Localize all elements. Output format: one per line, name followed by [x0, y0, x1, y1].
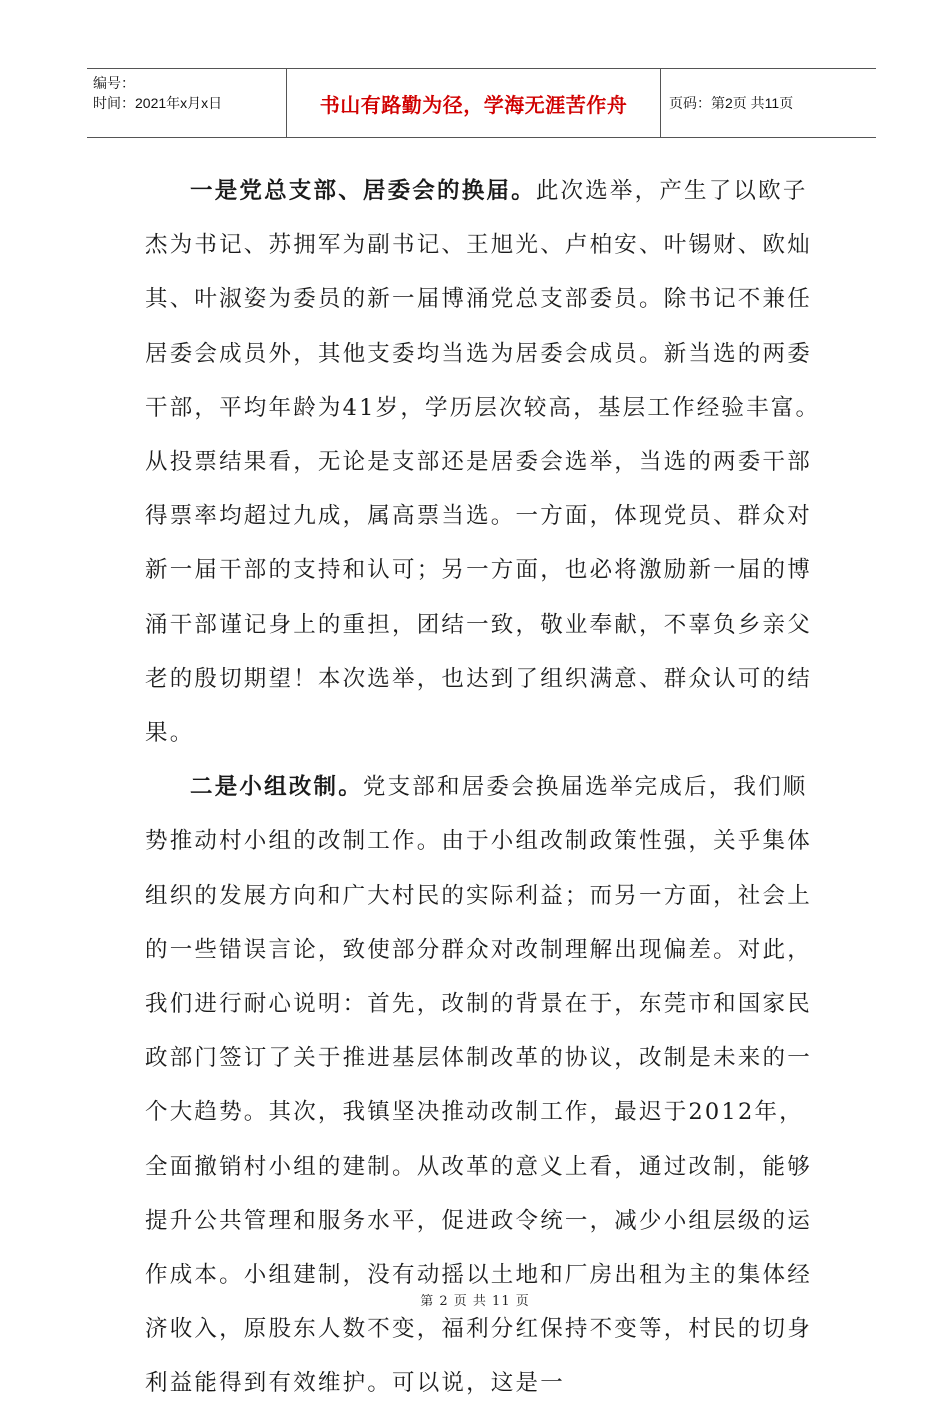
paragraph-2 [145, 760, 825, 1410]
header-page-label: 页码：第2页 共11页 [669, 95, 794, 111]
document-header [87, 68, 876, 138]
header-meta [87, 69, 287, 137]
document-body [145, 164, 825, 1411]
paragraph-1 [145, 164, 825, 760]
paragraph-2-text: 党支部和居委会换届选举完成后，我们顺势推动村小组的改制工作。由于小组改制政策性强，关乎集体组织的发展方向和广大村民的实际利益；而另一方面，社会上的一些错误言论，致使部分群众对改制理解出现偏差。对此，我们进行耐心说明：首先，改制的背景在于，东莞市和国家民政部门签订了关于推进基层体制改革的协议，改制是未来的一个大趋势。其次，我镇坚决推动改制工作，最迟于2012年，全面撤销村小组的建制。从改革的意义上看，通过改制，能够提升公共管理和服务水平，促进政令统一，减少小组层级的运作成本。小组建制，没有动摇以土地和厂房出租为主的集体经济收入，原股东人数不变，福利分红保持不变等，村民的切身利益能得到有效维护。可以说，这是一 [145, 774, 812, 1397]
paragraph-2-lead: 二是小组改制。 [190, 774, 363, 801]
page-footer: 第 2 页 共 11 页 [420, 1294, 530, 1309]
header-motto: 书山有路勤为径，学海无涯苦作舟 [287, 69, 661, 137]
serial-label: 编号： [93, 75, 135, 91]
paragraph-1-lead: 一是党总支部、居委会的换届。 [190, 178, 536, 204]
paragraph-1-text: 此次选举，产生了以欧子杰为书记、苏拥军为副书记、王旭光、卢柏安、叶锡财、欧灿其、叶淑姿为委员的新一届博涌党总支部委员。除书记不兼任居委会成员外，其他支委均当选为居委会成员。新当选的两委干部，平均年龄为41岁，学历层次较高，基层工作经验丰富。从投票结果看，无论是支部还是居委会选举，当选的两委干部得票率均超过九成，属高票当选。一方面，体现党员、群众对新一届干部的支持和认可；另一方面，也必将激励新一届的博涌干部谨记身上的重担，团结一致，敬业奉献，不辜负乡亲父老的殷切期望！本次选举，也达到了组织满意、群众认可的结果。 [145, 178, 821, 747]
time-label: 时间：2021年x月x日 [93, 95, 223, 111]
